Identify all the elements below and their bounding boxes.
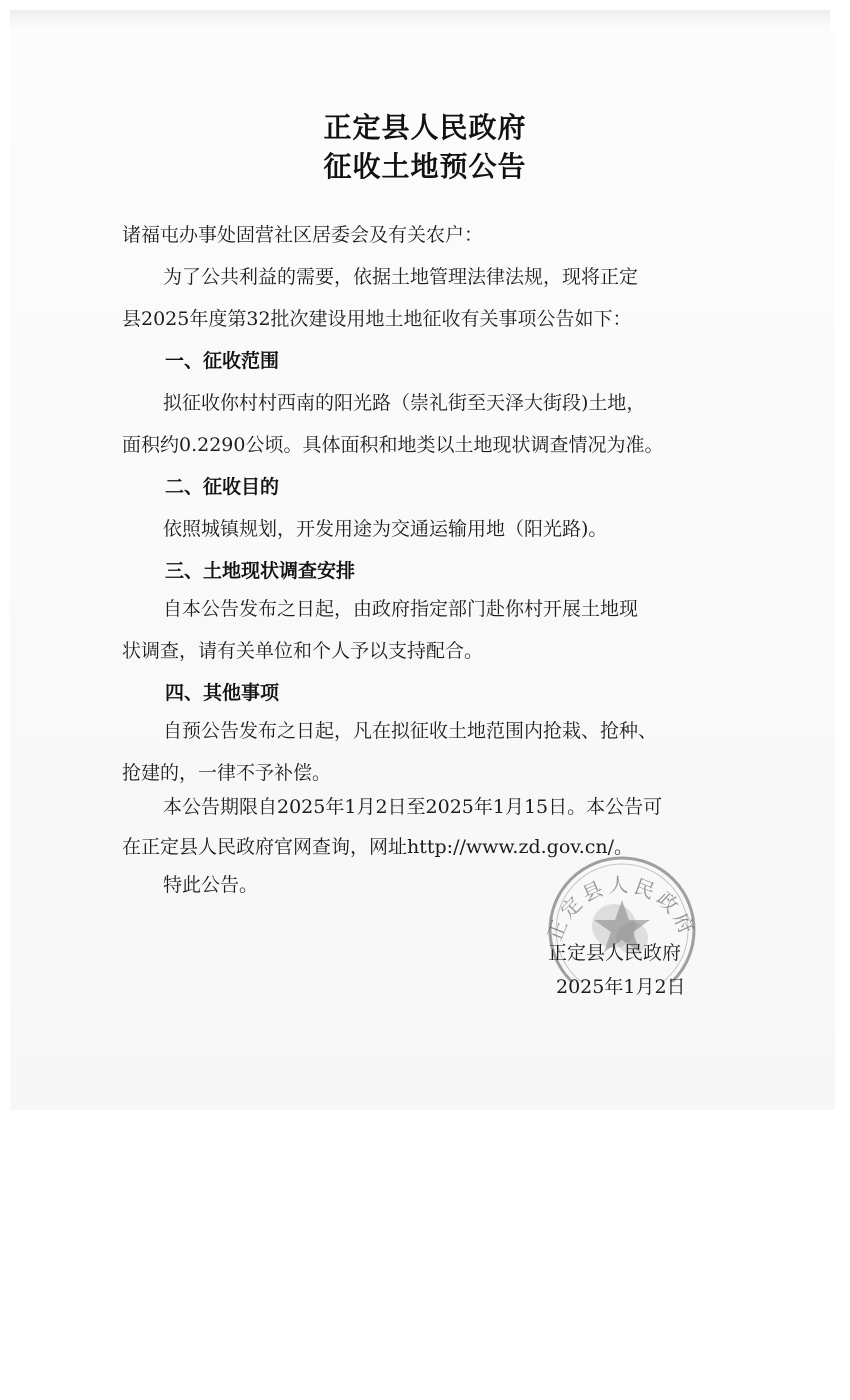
section-4-line-1: 自预公告发布之日起，凡在拟征收土地范围内抢栽、抢种、 xyxy=(163,720,658,742)
period-line-2: 在正定县人民政府官网查询，网址http://www.zd.gov.cn/。 xyxy=(122,836,634,858)
section-1-line-2: 面积约0.2290公顷。具体面积和地类以土地现状调查情况为准。 xyxy=(122,434,664,456)
closing-text: 特此公告。 xyxy=(163,874,259,896)
section-3-line-2: 状调查，请有关单位和个人予以支持配合。 xyxy=(122,640,484,662)
section-1-line-1: 拟征收你村村西南的阳光路（崇礼街至天泽大街段)土地， xyxy=(163,392,646,414)
section-2-heading: 二、征收目的 xyxy=(165,476,280,498)
title-line-1: 正定县人民政府 xyxy=(323,111,527,144)
scan-edge xyxy=(10,10,830,32)
signature-organization: 正定县人民政府 xyxy=(548,942,682,964)
addressee: 诸福屯办事处固营社区居委会及有关农户： xyxy=(122,224,484,246)
section-2-line-1: 依照城镇规划，开发用途为交通运输用地（阳光路)。 xyxy=(163,518,608,540)
title-line-2: 征收土地预公告 xyxy=(323,150,527,183)
intro-line-1: 为了公共利益的需要，依据土地管理法律法规，现将正定 xyxy=(163,266,639,288)
section-1-heading: 一、征收范围 xyxy=(165,350,280,372)
section-3-line-1: 自本公告发布之日起，由政府指定部门赴你村开展土地现 xyxy=(163,598,639,620)
period-line-1: 本公告期限自2025年1月2日至2025年1月15日。本公告可 xyxy=(163,796,663,818)
section-4-heading: 四、其他事项 xyxy=(165,682,280,704)
section-3-heading: 三、土地现状调查安排 xyxy=(165,560,356,582)
signature-date: 2025年1月2日 xyxy=(556,976,686,998)
intro-line-2: 县2025年度第32批次建设用地土地征收有关事项公告如下： xyxy=(122,308,632,330)
seal-text: 正定县人民政府 xyxy=(542,872,701,944)
section-4-line-2: 抢建的，一律不予补偿。 xyxy=(122,762,332,784)
